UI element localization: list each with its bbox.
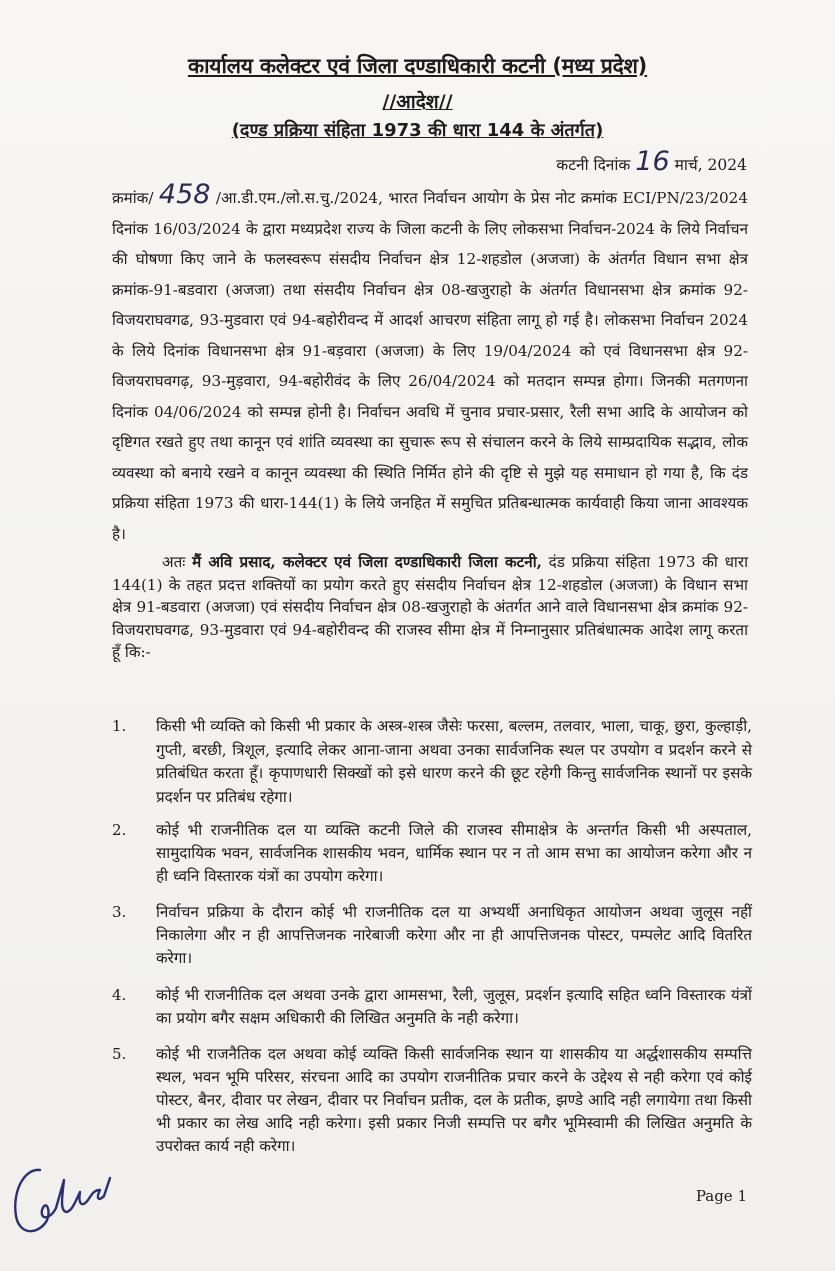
ref-number-handwritten: 458 xyxy=(158,179,211,210)
item-number: 3. xyxy=(112,903,127,921)
item-text: किसी भी व्यक्ति को किसी भी प्रकार के अस्त्र-शस्त्र जैसेः फरसा, बल्लम, तलवार, भाला, चाकू, छुरा, कुल्हाड़ी, गुप्ती, बरछी, त्रिशूल, इत्यादि लेकर आना-जाना अथवा उनका सार्वजनिक स्थल पर उपयोग व प्रदर्शन करने से प्रतिबंधित करता हूँ। कृपाणधारी सिक्खों को इसे धारण करने की छूट रहेगी किन्तु सार्वजनिक स्थानों पर इसके प्रदर्शन पर प्रतिबंध रहेगा। xyxy=(156,717,752,806)
item-number: 5. xyxy=(112,1045,127,1063)
signature-icon xyxy=(6,1150,126,1250)
order-body xyxy=(112,180,748,664)
collector-name: मैं अवि प्रसाद, कलेक्टर एवं जिला दण्डाधिकारी जिला कटनी, xyxy=(192,553,542,571)
ref-prefix: क्रमांक/ xyxy=(112,189,154,207)
list-item xyxy=(112,984,752,1030)
order-paragraph xyxy=(112,551,748,664)
item-text: निर्वाचन प्रक्रिया के दौरान कोई भी राजनीतिक दल या अभ्यर्थी अनाधिकृत आयोजन अथवा जुलूस नहीं निकालेगा और न ही आपत्तिजनक नारेबाजी करेगा और ना ही आपत्तिजनक पोस्टर, पम्पलेट आदि वितरित करेगा। xyxy=(156,903,752,967)
preamble-text: भारत निर्वाचन आयोग के प्रेस नोट क्रमांक ECI/PN/23/2024 दिनांक 16/03/2024 के द्वारा मध्यप्रदेश राज्य के जिला कटनी के लिए लोकसभा निर्वाचन-2024 के लिये निर्वाचन की घोषणा किए जाने के फलस्वरूप संसदीय निर्वाचन क्षेत्र 12-शहडोल (अजजा) के अंतर्गत विधान सभा क्षेत्र क्रमांक-91-बडवारा (अजजा) तथा संसदीय निर्वाचन क्षेत्र 08-खजुराहो के अंतर्गत विधानसभा क्षेत्र क्रमांक 92-विजयराघवगढ, 93-मुडवारा एवं 94-बहोरीवन्द में आदर्श आचरण संहिता लागू हो गई है। लोकसभा निर्वाचन 2024 के लिये दिनांक विधानसभा क्षेत्र 91-बड़वारा (अजजा) के लिए 19/04/2024 को एवं विधानसभा क्षेत्र 92-विजयराघवगढ़, 93-मुड़वारा, 94-बहोरीवंद के लिए 26/04/2024 को मतदान सम्पन्न होगा। जिनकी मतगणना दिनांक 04/06/2024 को सम्पन्न होनी है। निर्वाचन अवधि में चुनाव प्रचार-प्रसार, रैली सभा आदि के आयोजन को दृष्टिगत रखते हुए तथा कानून एवं शांति व्यवस्था का सुचारू रूप से संचालन करने के लिये साम्प्रदायिक सद्भाव, लोक व्यवस्था को बनाये रखने व कानून व्यवस्था की स्थिति निर्मित होने की दृष्टि से मुझे यह समाधान हो गया है, कि दंड प्रक्रिया संहिता 1973 की धारा-144(1) के लिये जनहित में समुचित प्रतिबन्धात्मक कार्यवाही किया जाना आवश्यक है। xyxy=(112,189,749,543)
list-item xyxy=(112,715,752,809)
item-number: 1. xyxy=(112,717,127,735)
order-heading: //आदेश// xyxy=(382,91,453,113)
date-rest: मार्च, 2024 xyxy=(674,156,747,174)
order-text: दंड प्रक्रिया संहिता 1973 की धारा 144(1) के तहत प्रदत्त शक्तियों का प्रयोग करते हुए संसदीय निर्वाचन क्षेत्र 12-शहडोल (अजजा) के विधान सभा क्षेत्र 91-बडवारा (अजजा) एवं संसदीय निर्वाचन क्षेत्र 08-खजुराहो के अंतर्गत आने वाले विधानसभा क्षेत्र क्रमांक 92-विजयराघवगढ, 93-मुडवारा एवं 94-बहोरीवन्द की राजस्व सीमा क्षेत्र में निम्नानुसार प्रतिबंधात्मक आदेश लागू करता हूँ कि:- xyxy=(112,553,749,661)
order-start: अतः xyxy=(162,553,193,571)
office-heading: कार्यालय कलेक्टर एवं जिला दण्डाधिकारी कटनी (मध्य प्रदेश) xyxy=(187,54,648,78)
list-item xyxy=(112,819,752,888)
item-number: 4. xyxy=(112,986,127,1004)
preamble-paragraph xyxy=(112,180,748,549)
list-item xyxy=(112,1043,752,1158)
restriction-list xyxy=(112,715,752,1158)
date-line xyxy=(556,146,747,177)
item-text: कोई भी राजनीतिक दल या व्यक्ति कटनी जिले की राजस्व सीमाक्षेत्र के अन्तर्गत किसी भी अस्पताल, सामुदायिक भवन, सार्वजनिक शासकीय भवन, धार्मिक स्थान पर न तो आम सभा का आयोजन करेगा और न ही ध्वनि विस्तारक यंत्रों का उपयोग करेगा। xyxy=(156,821,752,885)
item-text: कोई भी राजनैतिक दल अथवा कोई व्यक्ति किसी सार्वजनिक स्थान या शासकीय या अर्द्धशासकीय सम्पत्ति स्थल, भवन भूमि परिसर, संरचना आदि का उपयोग राजनीतिक प्रचार करने के उद्देश्य से नही करेगा एवं कोई पोस्टर, बैनर, दीवार पर लेखन, दीवार पर निर्वाचन प्रतीक, दल के प्रतीक, झण्डे आदि नही लगायेगा तथा किसी भी प्रकार का लेख आदि नही करेगा। इसी प्रकार निजी सम्पत्ति पर बगैर भूमिस्वामी की लिखित अनुमति के उपरोक्त कार्य नही करेगा। xyxy=(156,1045,752,1155)
date-day-handwritten: 16 xyxy=(635,146,670,177)
item-number: 2. xyxy=(112,821,127,839)
page-number: Page 1 xyxy=(695,1187,747,1205)
list-item xyxy=(112,901,752,970)
section-heading: (दण्ड प्रक्रिया संहिता 1973 की धारा 144 के अंतर्गत) xyxy=(231,120,604,141)
item-text: कोई भी राजनीतिक दल अथवा उनके द्वारा आमसभा, रैली, जुलूस, प्रदर्शन इत्यादि सहित ध्वनि विस्तारक यंत्रों का प्रयोग बगैर सक्षम अधिकारी की लिखित अनुमति के नही करेगा। xyxy=(156,986,752,1027)
date-prefix: कटनी दिनांक xyxy=(556,156,631,174)
ref-suffix: /आ.डी.एम./लो.स.चु./2024, xyxy=(215,189,383,207)
